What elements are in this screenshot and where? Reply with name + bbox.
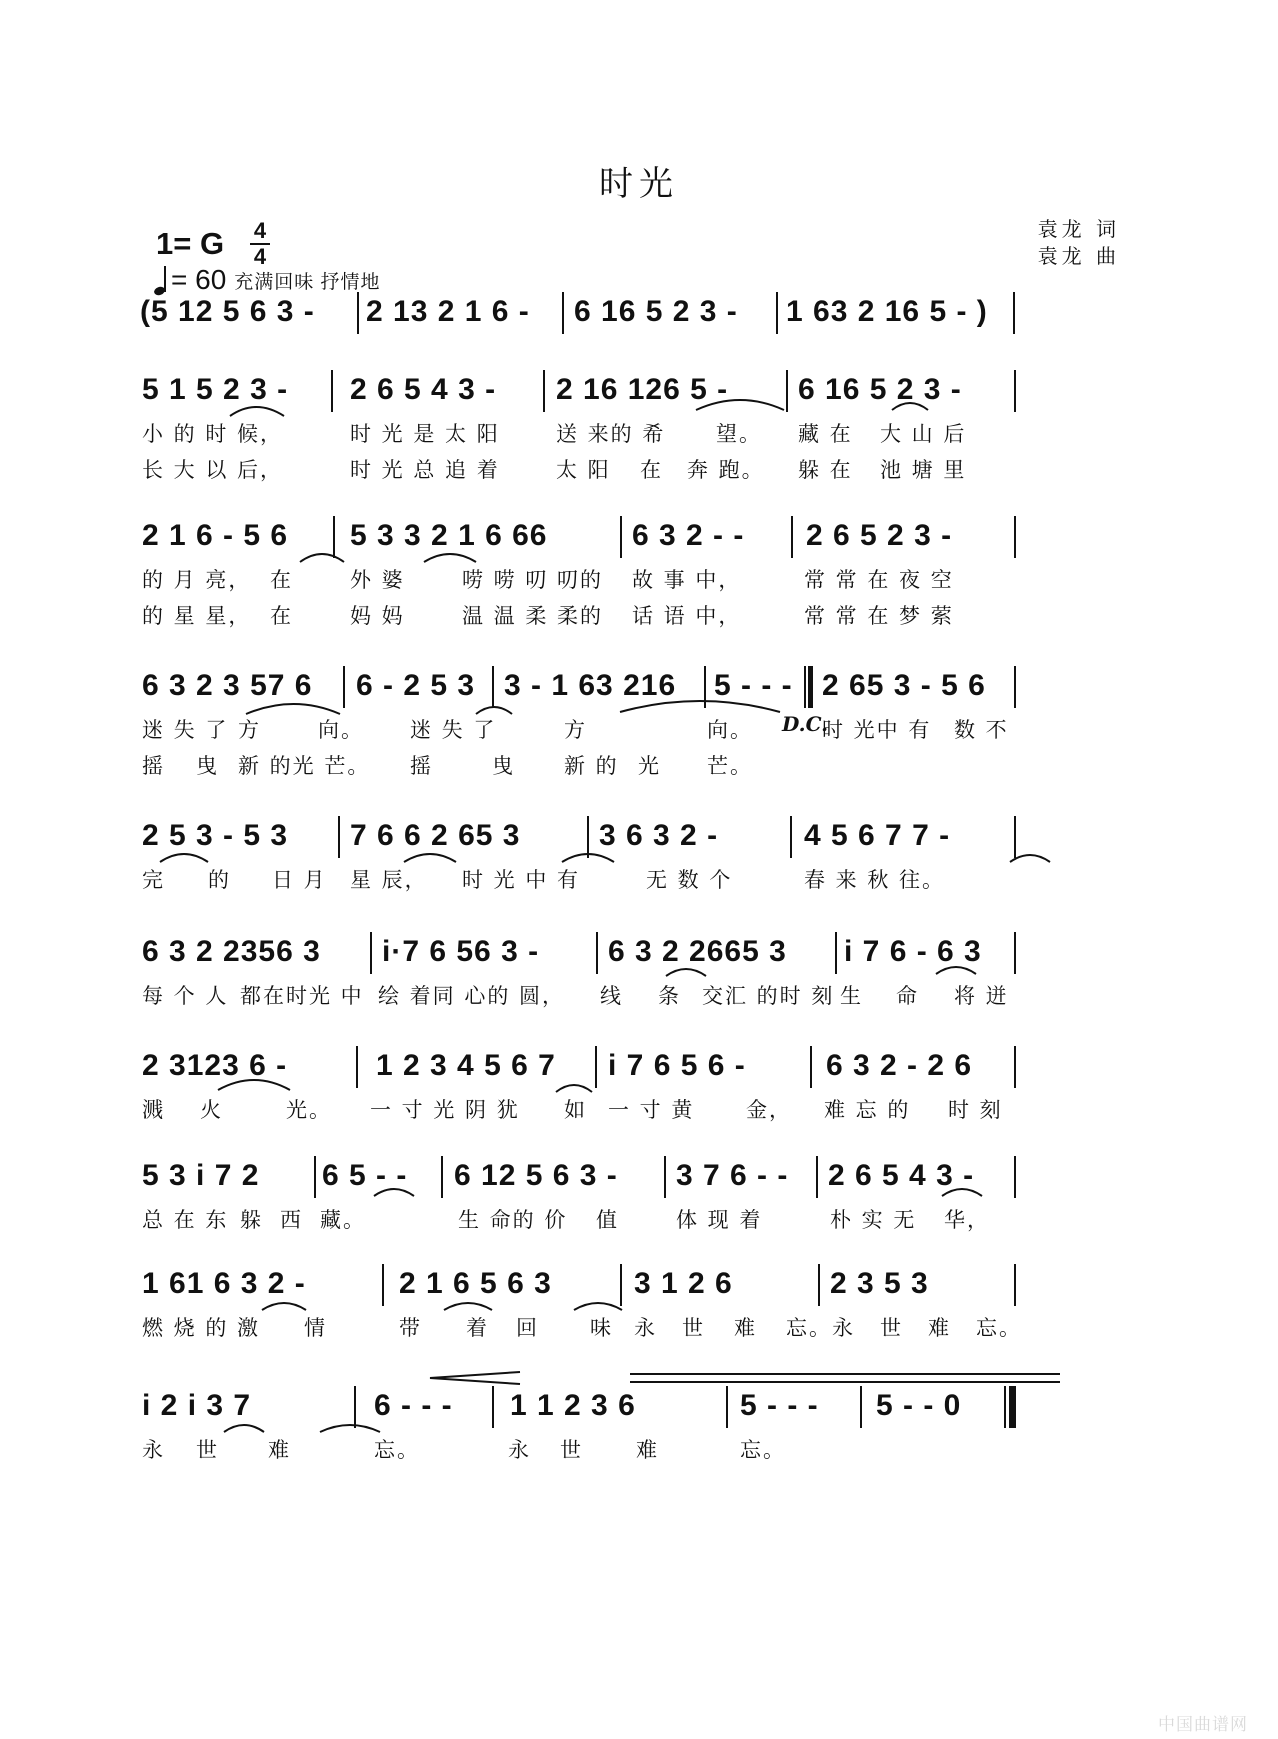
expression-marking: 充满回味 抒情地	[234, 271, 381, 293]
barline	[543, 370, 545, 412]
measure: 1 63 2 16 5 - )	[786, 295, 988, 328]
measure: 2 6 5 4 3 -	[828, 1159, 975, 1192]
barline	[356, 1046, 358, 1088]
lyric-word: 送 来的 希	[556, 422, 666, 446]
lyric-word: 难 忘 的	[824, 1098, 911, 1122]
measure: 1 2 3 4 5 6 7	[376, 1049, 556, 1082]
measure: 2 5 3 - 5 3	[142, 819, 289, 852]
lyric-word: 小 的 时 候，	[142, 422, 284, 446]
barline	[1014, 666, 1016, 708]
lyric-word: 无 数 个	[646, 868, 733, 892]
measure: 6 5 - -	[322, 1159, 408, 1192]
notes-row	[142, 364, 1124, 416]
lyric-word: 都在时光 中	[240, 984, 364, 1008]
lyric-word: 新 的	[564, 754, 619, 778]
system-9	[142, 1380, 1124, 1468]
system-4	[142, 810, 1124, 898]
lyric-word: 燃 烧 的 激	[142, 1316, 261, 1340]
barline	[1014, 932, 1016, 974]
lyric-word: 世	[560, 1438, 583, 1462]
barline	[1014, 1264, 1016, 1306]
lyric-word: 难	[268, 1438, 291, 1462]
lyric-word: 躲	[240, 1208, 263, 1232]
measure: 2 3 5 3	[830, 1267, 929, 1300]
barline	[786, 370, 788, 412]
lyric-line-1	[142, 1310, 1124, 1346]
lyric-word: 摇	[142, 754, 165, 778]
measure: 6 3 2 2665 3	[608, 935, 787, 968]
barline	[1013, 292, 1015, 334]
lyric-word: 在	[640, 458, 663, 482]
notes-row	[142, 510, 1124, 562]
lyric-word: 忘。	[976, 1316, 1022, 1340]
system-3	[142, 660, 1124, 784]
measure: 1 1 2 3 6	[510, 1389, 636, 1422]
lyric-word: 藏 在	[798, 422, 853, 446]
lyric-word: 时 光 中 有	[462, 868, 581, 892]
lyric-word: 绘 着同 心的 圆，	[378, 984, 566, 1008]
measure: 6 16 5 2 3 -	[574, 295, 738, 328]
lyric-word: 味	[590, 1316, 613, 1340]
barline	[620, 516, 622, 558]
notes-row	[142, 926, 1124, 978]
lyric-word: 生 命的 价	[458, 1208, 568, 1232]
lyric-word: 的 月 亮，	[142, 568, 252, 592]
lyric-word: 话 语 中，	[632, 604, 742, 628]
lyric-word: 难	[928, 1316, 951, 1340]
lyric-word: 日 月	[272, 868, 327, 892]
measure: 6 3 2 3 57 6	[142, 669, 313, 702]
barline	[562, 292, 564, 334]
lyric-word: 芒。	[707, 754, 753, 778]
lyric-word: 难	[636, 1438, 659, 1462]
measure: 4 5 6 7 7 -	[804, 819, 951, 852]
system-5	[142, 926, 1124, 1014]
measure: 2 65 3 - 5 6	[822, 669, 986, 702]
lyric-word: 将 迸	[954, 984, 1009, 1008]
measure: 5 3 i 7 2	[142, 1159, 260, 1192]
barline	[587, 816, 589, 858]
lyric-word: 躲 在	[798, 458, 853, 482]
barline	[492, 666, 494, 708]
lyric-word: 的	[208, 868, 231, 892]
barline	[1014, 370, 1016, 412]
barline	[595, 1046, 597, 1088]
measure: 2 16 126 5 -	[556, 373, 729, 406]
lyric-word: 光。	[286, 1098, 332, 1122]
lyricist-credit: 袁龙 词	[1037, 217, 1120, 241]
barline	[664, 1156, 666, 1198]
lyric-word: 春 来 秋 往。	[804, 868, 946, 892]
notes-row	[142, 810, 1124, 862]
lyric-word: 生	[840, 984, 863, 1008]
lyric-word: 忘。	[740, 1438, 786, 1462]
barline	[357, 292, 359, 334]
barline	[704, 666, 706, 708]
lyric-word: 条	[658, 984, 681, 1008]
lyric-line-1	[142, 562, 1124, 598]
dc-marking: D.C.	[782, 712, 829, 736]
lyric-word: 西	[280, 1208, 303, 1232]
composer-credit: 袁龙 曲	[1037, 244, 1120, 268]
lyric-word: 常 常 在 梦 萦	[804, 604, 954, 628]
notes-row	[142, 1380, 1124, 1432]
lyric-line-2	[142, 598, 1124, 634]
lyric-word: 线	[600, 984, 623, 1008]
barline	[331, 370, 333, 412]
lyric-word: 朴 实 无	[830, 1208, 917, 1232]
lyric-word: 永	[142, 1438, 165, 1462]
final-barline	[1004, 1386, 1016, 1428]
measure: 6 - 2 5 3	[356, 669, 476, 702]
lyric-word: 值	[596, 1208, 619, 1232]
lyric-word: 永	[508, 1438, 531, 1462]
lyric-word: 世	[682, 1316, 705, 1340]
barline	[791, 516, 793, 558]
lyric-word: 池 塘 里	[880, 458, 967, 482]
barline	[726, 1386, 728, 1428]
double-barline	[804, 666, 813, 708]
barline	[776, 292, 778, 334]
barline	[343, 666, 345, 708]
barline	[1014, 1156, 1016, 1198]
measure: 5 3 3 2 1 6 66	[350, 519, 548, 552]
barline	[790, 816, 792, 858]
system-2	[142, 510, 1124, 634]
measure: 6 3 2 2356 3	[142, 935, 321, 968]
lyric-word: 向。	[707, 718, 753, 742]
measure: 6 12 5 6 3 -	[454, 1159, 618, 1192]
notes-row	[142, 660, 1124, 712]
lyric-line-1	[142, 712, 1124, 748]
lyric-word: 妈 妈	[350, 604, 405, 628]
lyric-word: 如	[564, 1098, 587, 1122]
system-6	[142, 1040, 1124, 1128]
lyric-word: 曳	[492, 754, 515, 778]
page-title: 时光	[599, 164, 679, 204]
system-8	[142, 1258, 1124, 1346]
measure: 2 3123 6 -	[142, 1049, 288, 1082]
measure: 5 1 5 2 3 -	[142, 373, 289, 406]
measure: 3 1 2 6	[634, 1267, 733, 1300]
lyric-line-1	[142, 416, 1124, 452]
lyric-word: 完	[142, 868, 165, 892]
lyric-word: 总 在 东	[142, 1208, 229, 1232]
lyric-word: 望。	[716, 422, 762, 446]
measure: 3 - 1 63 216	[504, 669, 677, 702]
lyric-word: 华，	[944, 1208, 990, 1232]
barline	[441, 1156, 443, 1198]
lyric-word: 奔 跑。	[687, 458, 765, 482]
lyric-word: 迷 失 了	[142, 718, 229, 742]
lyric-word: 带	[399, 1316, 422, 1340]
lyric-word: 火	[200, 1098, 223, 1122]
measure: 5 - - 0	[876, 1389, 962, 1422]
measure: 2 13 2 1 6 -	[366, 295, 530, 328]
barline	[860, 1386, 862, 1428]
measure: 6 16 5 2 3 -	[798, 373, 962, 406]
lyric-word: 太 阳	[556, 458, 611, 482]
lyric-word: 时 光中 有	[822, 718, 932, 742]
credits	[1038, 216, 1120, 270]
system-0	[140, 286, 1124, 338]
lyric-word: 故 事 中，	[632, 568, 742, 592]
lyric-word: 世	[880, 1316, 903, 1340]
lyric-word: 新 的光 芒。	[238, 754, 371, 778]
notes-row	[142, 1150, 1124, 1202]
measure: 6 3 2 - -	[632, 519, 745, 552]
measure: i 2 i 3 7	[142, 1389, 252, 1422]
barline	[382, 1264, 384, 1306]
lyric-word: 交汇 的时 刻	[702, 984, 835, 1008]
lyric-word: 大 山 后	[880, 422, 967, 446]
lyric-word: 向。	[318, 718, 364, 742]
measure: i 7 6 - 6 3	[844, 935, 982, 968]
lyric-word: 着	[466, 1316, 489, 1340]
system-1	[142, 364, 1124, 488]
barline	[810, 1046, 812, 1088]
barline	[338, 816, 340, 858]
lyric-word: 光	[638, 754, 661, 778]
lyric-line-2	[142, 748, 1124, 784]
meter-bottom: 4	[253, 244, 267, 269]
barline	[333, 516, 335, 558]
measure: 5 - - -	[714, 669, 793, 702]
barline	[1014, 516, 1016, 558]
lyric-word: 金，	[746, 1098, 792, 1122]
tempo-value: = 60	[171, 264, 227, 295]
lyric-word: 难	[734, 1316, 757, 1340]
lyric-word: 温 温 柔 柔的	[462, 604, 604, 628]
lyric-word: 方	[238, 718, 261, 742]
lyric-line-1	[142, 1092, 1124, 1128]
barline	[492, 1386, 494, 1428]
lyric-word: 唠 唠 叨 叨的	[462, 568, 604, 592]
lyric-word: 忘。	[374, 1438, 420, 1462]
lyric-word: 忘。永	[786, 1316, 855, 1340]
lyric-word: 在	[270, 568, 293, 592]
lyric-word: 永	[634, 1316, 657, 1340]
lyric-word: 每 个 人	[142, 984, 229, 1008]
measure: i·7 6 56 3 -	[382, 935, 540, 968]
lyric-word: 外 婆	[350, 568, 405, 592]
measure: 5 - - -	[740, 1389, 819, 1422]
lyric-line-1	[142, 978, 1124, 1014]
lyric-word: 溅	[142, 1098, 165, 1122]
lyric-word: 方	[564, 718, 587, 742]
lyric-word: 命	[896, 984, 919, 1008]
watermark: 中国曲谱网	[1158, 1715, 1248, 1735]
lyric-word: 一 寸 光 阴 犹	[370, 1098, 520, 1122]
lyric-word: 摇	[410, 754, 433, 778]
lyric-word: 时 刻	[948, 1098, 1003, 1122]
notes-row	[142, 1040, 1124, 1092]
measure: 2 1 6 - 5 6	[142, 519, 289, 552]
barline	[354, 1386, 356, 1428]
lyric-word: 情	[304, 1316, 327, 1340]
lyric-word: 时 光 总 追 着	[350, 458, 500, 482]
barline	[314, 1156, 316, 1198]
measure: 2 6 5 4 3 -	[350, 373, 497, 406]
measure: 7 6 6 2 65 3	[350, 819, 521, 852]
lyric-word: 曳	[196, 754, 219, 778]
lyric-word: 数 不	[954, 718, 1009, 742]
lyric-word: 长 大 以 后，	[142, 458, 284, 482]
lyric-line-1	[142, 1432, 1124, 1468]
lyric-word: 迷 失 了	[410, 718, 497, 742]
barline	[818, 1264, 820, 1306]
barline	[816, 1156, 818, 1198]
measure: 1 61 6 3 2 -	[142, 1267, 306, 1300]
key-signature: 1= G	[156, 226, 225, 261]
measure: 6 - - -	[374, 1389, 453, 1422]
notes-row	[140, 286, 1124, 338]
lyric-line-1	[142, 1202, 1124, 1238]
measure: i 7 6 5 6 -	[608, 1049, 746, 1082]
lyric-line-2	[142, 452, 1124, 488]
lyric-word: 藏。	[320, 1208, 366, 1232]
barline	[1014, 1046, 1016, 1088]
measure: 6 3 2 - 2 6	[826, 1049, 973, 1082]
lyric-word: 在	[270, 604, 293, 628]
lyric-line-1	[142, 862, 1124, 898]
measure: (5 12 5 6 3 -	[140, 295, 315, 328]
lyric-word: 回	[516, 1316, 539, 1340]
measure: 2 1 6 5 6 3	[399, 1267, 552, 1300]
lyric-word: 世	[196, 1438, 219, 1462]
barline	[370, 932, 372, 974]
barline	[596, 932, 598, 974]
measure: 3 6 3 2 -	[599, 819, 719, 852]
lyric-word: 常 常 在 夜 空	[804, 568, 954, 592]
barline	[1014, 816, 1016, 858]
barline	[835, 932, 837, 974]
lyric-word: 星 辰，	[350, 868, 428, 892]
measure: 2 6 5 2 3 -	[806, 519, 953, 552]
measure: 3 7 6 - -	[676, 1159, 789, 1192]
lyric-word: 体 现 着	[676, 1208, 763, 1232]
lyric-word: 时 光 是 太 阳	[350, 422, 500, 446]
meter-top: 4	[253, 218, 267, 243]
time-signature	[249, 219, 271, 269]
barline	[620, 1264, 622, 1306]
lyric-word: 一 寸 黄	[608, 1098, 695, 1122]
system-7	[142, 1150, 1124, 1238]
notes-row	[142, 1258, 1124, 1310]
lyric-word: 的 星 星，	[142, 604, 252, 628]
